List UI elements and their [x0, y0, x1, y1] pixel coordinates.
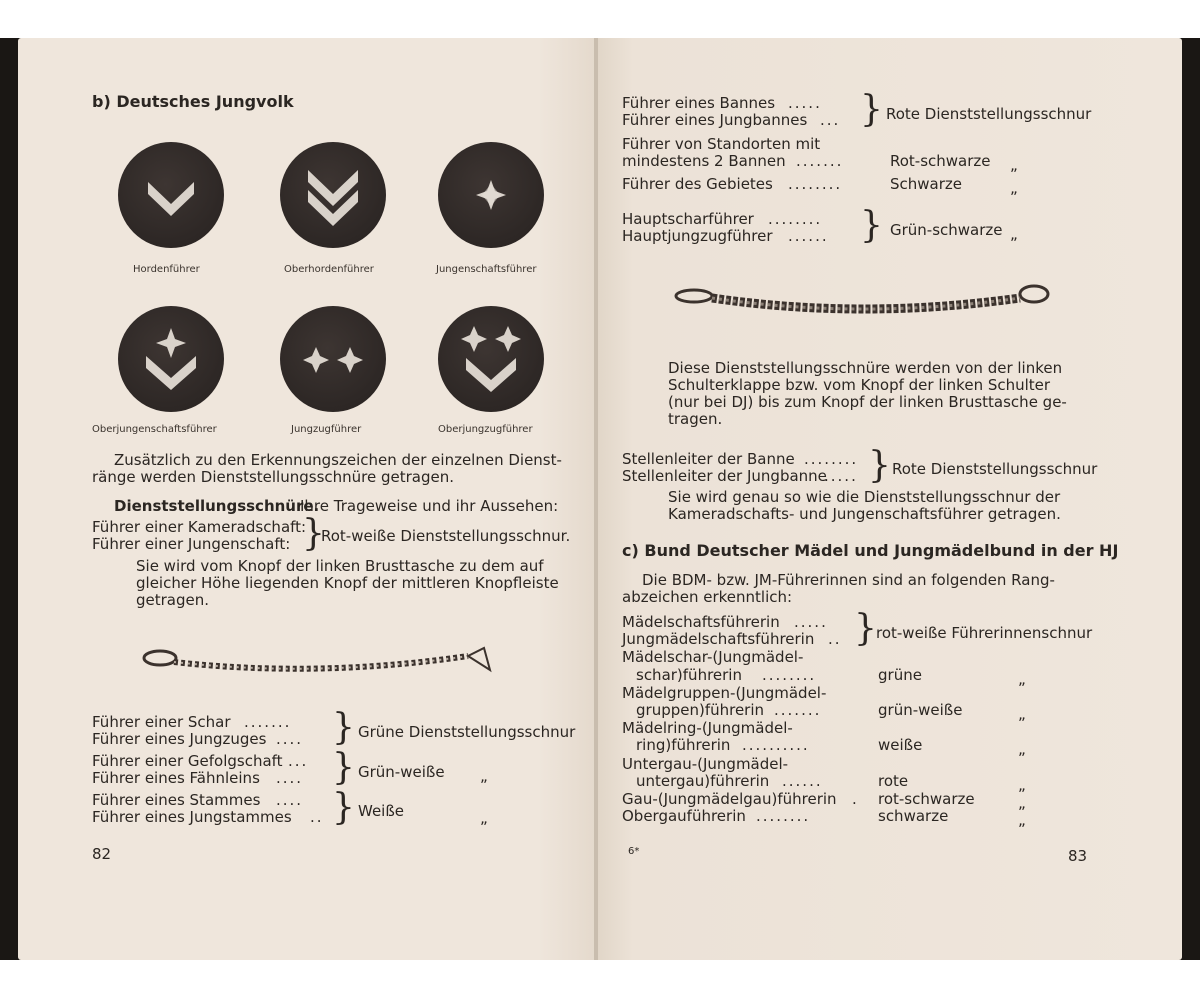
dot-leader: ....... — [244, 713, 292, 731]
two-stars-over-chevron-icon — [438, 306, 544, 412]
bdm-item-3-line-1: Mädelring-(Jungmädel- — [622, 719, 793, 737]
stellen-line-1: Stellenleiter der Banne — [622, 450, 795, 468]
stellen-note-2: Kameradschafts- und Jungenschaftsführer getragen. — [668, 505, 1061, 523]
badge-oberhordenfuehrer — [280, 142, 386, 248]
cords-heading-rest: Ihre Trageweise und ihr Aussehen: — [300, 497, 559, 515]
cord-illustration-braided — [672, 278, 1058, 326]
right-page — [598, 38, 1182, 960]
brace: } — [302, 513, 325, 554]
list1-line-1: Führer einer Schar — [92, 713, 231, 731]
dot-leader: ..... — [794, 613, 828, 631]
ditto-mark: „ — [1018, 776, 1026, 794]
caption-jungzugfuehrer: Jungzugführer — [291, 424, 362, 435]
dot-leader: ....... — [774, 701, 822, 719]
stellen-value: Rote Dienststellungsschnur — [892, 460, 1098, 478]
bdm-item-3-line-2: ring)führerin — [636, 736, 731, 754]
intro-line-1: Zusätzlich zu den Erkennungszeichen der einzelnen Dienst- — [114, 451, 562, 469]
badge-jungzugfuehrer — [280, 306, 386, 412]
double-chevron-icon — [280, 142, 386, 248]
bdm-item-4-value: rote — [878, 772, 909, 790]
wear-line-1: Sie wird vom Knopf der linken Brusttasche zu dem auf — [136, 557, 544, 575]
bdm-item-2-line-1: Mädelgruppen-(Jungmädel- — [622, 684, 827, 702]
bdm-item-4-line-1: Untergau-(Jungmädel- — [622, 755, 789, 773]
dot-leader: ...... — [782, 772, 823, 790]
list2-line-2: Führer eines Fähnleins — [92, 769, 260, 787]
para-line-2: Schulterklappe bzw. vom Knopf der linken Schulter — [668, 376, 1051, 394]
bdm-item-5-line: Gau-(Jungmädelgau)führerin — [622, 790, 837, 808]
ditto-mark: „ — [1018, 811, 1026, 829]
ditto-mark: „ — [1018, 670, 1026, 688]
bdm-intro-1: Die BDM- bzw. JM-Führerinnen sind an folgenden Rang- — [642, 571, 1055, 589]
dot-leader: ... — [820, 111, 841, 129]
group1-line-2: Führer einer Jungenschaft: — [92, 535, 291, 553]
gebiet-value: Schwarze — [890, 175, 963, 193]
bann-line-1: Führer eines Bannes — [622, 94, 776, 112]
star-icon — [438, 142, 544, 248]
standort-line-1: Führer von Standorten mit — [622, 135, 821, 153]
list1-line-2: Führer eines Jungzuges — [92, 730, 267, 748]
star-over-chevron-icon — [118, 306, 224, 412]
list3-value: Weiße — [358, 802, 405, 820]
dot-leader: .... — [276, 730, 304, 748]
group1-line-1: Führer einer Kameradschaft: — [92, 518, 307, 536]
caption-jungenschaftsfuehrer: Jungenschaftsführer — [436, 264, 537, 275]
dot-leader: .......... — [742, 736, 810, 754]
ditto-mark: „ — [480, 767, 488, 785]
brace: } — [860, 205, 883, 246]
bdm-item-2-value: grün-weiße — [878, 701, 963, 719]
page-number-right: 83 — [1068, 847, 1088, 865]
bdm-item-6-line: Obergauführerin — [622, 807, 746, 825]
caption-oberjungzugfuehrer: Oberjungzugführer — [438, 424, 533, 435]
page-number-left: 82 — [92, 845, 112, 863]
dot-leader: ........ — [756, 807, 811, 825]
dot-leader: ...... — [788, 227, 829, 245]
bdm-first-line-2: Jungmädelschaftsführerin — [622, 630, 815, 648]
caption-hordenfuehrer: Hordenführer — [133, 264, 200, 275]
signature-mark: 6* — [628, 846, 640, 857]
intro-line-2: ränge werden Dienststellungsschnüre getragen. — [92, 468, 454, 486]
dot-leader: ........ — [788, 175, 843, 193]
bdm-heading: c) Bund Deutscher Mädel und Jungmädelbund in der HJ — [622, 541, 1119, 560]
dot-leader: ........ — [768, 210, 823, 228]
brace: } — [332, 787, 355, 828]
dot-leader: .... — [276, 769, 304, 787]
gebiet-line: Führer des Gebietes — [622, 175, 773, 193]
badge-oberjungzugfuehrer — [438, 306, 544, 412]
bdm-item-4-line-2: untergau)führerin — [636, 772, 770, 790]
ditto-mark: „ — [1018, 794, 1026, 812]
bdm-first-line-1: Mädelschaftsführerin — [622, 613, 780, 631]
list2-value: Grün-weiße — [358, 763, 445, 781]
ditto-mark: „ — [1018, 740, 1026, 758]
bdm-item-5-value: rot-schwarze — [878, 790, 975, 808]
section-heading-jungvolk: b) Deutsches Jungvolk — [92, 92, 294, 111]
haupt-line-2: Hauptjungzugführer — [622, 227, 773, 245]
single-chevron-icon — [118, 142, 224, 248]
brace: } — [868, 445, 891, 486]
list1-value: Grüne Dienststellungsschnur — [358, 723, 576, 741]
bdm-item-6-value: schwarze — [878, 807, 949, 825]
dot-leader: ..... — [788, 94, 822, 112]
list2-line-1: Führer einer Gefolgschaft — [92, 752, 283, 770]
standort-line-2: mindestens 2 Bannen — [622, 152, 786, 170]
dot-leader: ........ — [762, 666, 817, 684]
brace: } — [860, 89, 883, 130]
para-line-1: Diese Dienststellungsschnüre werden von der linken — [668, 359, 1063, 377]
ditto-mark: „ — [1010, 156, 1018, 174]
list3-line-1: Führer eines Stammes — [92, 791, 261, 809]
ditto-mark: „ — [480, 809, 488, 827]
bdm-item-1-value: grüne — [878, 666, 922, 684]
dot-leader: .. — [828, 630, 842, 648]
ditto-mark: „ — [1010, 225, 1018, 243]
bann-value: Rote Dienststellungsschnur — [886, 105, 1092, 123]
book-spread — [0, 38, 1200, 960]
dot-leader: . — [852, 790, 859, 808]
bdm-item-1-line-2: schar)führerin — [636, 666, 742, 684]
cords-heading: Dienststellungsschnüre. — [114, 497, 320, 515]
stellen-line-2: Stellenleiter der Jungbanne — [622, 467, 827, 485]
group1-value: Rot-weiße Dienststellungsschnur. — [321, 527, 571, 545]
dot-leader: .... — [276, 791, 304, 809]
list3-line-2: Führer eines Jungstammes — [92, 808, 292, 826]
two-stars-icon — [280, 306, 386, 412]
bdm-item-1-line-1: Mädelschar-(Jungmädel- — [622, 648, 804, 666]
dot-leader: ..... — [824, 467, 858, 485]
bdm-intro-2: abzeichen erkenntlich: — [622, 588, 793, 606]
brace: } — [332, 747, 355, 788]
dot-leader: ........ — [804, 450, 859, 468]
brace: } — [332, 707, 355, 748]
para-line-4: tragen. — [668, 410, 723, 428]
badge-oberjungenschaftsfuehrer — [118, 306, 224, 412]
bdm-item-3-value: weiße — [878, 736, 923, 754]
dot-leader: ....... — [796, 152, 844, 170]
haupt-value: Grün-schwarze — [890, 221, 1003, 239]
bdm-first-value: rot-weiße Führerinnenschnur — [876, 624, 1093, 642]
ditto-mark: „ — [1010, 179, 1018, 197]
wear-line-2: gleicher Höhe liegenden Knopf der mittleren Knopfleiste — [136, 574, 559, 592]
ditto-mark: „ — [1018, 705, 1026, 723]
caption-oberjungenschaftsfuehrer: Oberjungenschaftsführer — [92, 424, 217, 435]
brace: } — [854, 608, 877, 649]
badge-jungenschaftsfuehrer — [438, 142, 544, 248]
bann-line-2: Führer eines Jungbannes — [622, 111, 808, 129]
cord-illustration-red-white — [138, 640, 498, 686]
dot-leader: .. — [310, 808, 324, 826]
haupt-line-1: Hauptscharführer — [622, 210, 754, 228]
badge-hordenfuehrer — [118, 142, 224, 248]
left-page — [18, 38, 596, 960]
standort-value: Rot-schwarze — [890, 152, 991, 170]
dot-leader: ... — [288, 752, 309, 770]
stellen-note-1: Sie wird genau so wie die Dienststellungsschnur der — [668, 488, 1061, 506]
para-line-3: (nur bei DJ) bis zum Knopf der linken Brusttasche ge- — [668, 393, 1067, 411]
wear-line-3: getragen. — [136, 591, 210, 609]
bdm-item-2-line-2: gruppen)führerin — [636, 701, 765, 719]
caption-oberhordenfuehrer: Oberhordenführer — [284, 264, 374, 275]
